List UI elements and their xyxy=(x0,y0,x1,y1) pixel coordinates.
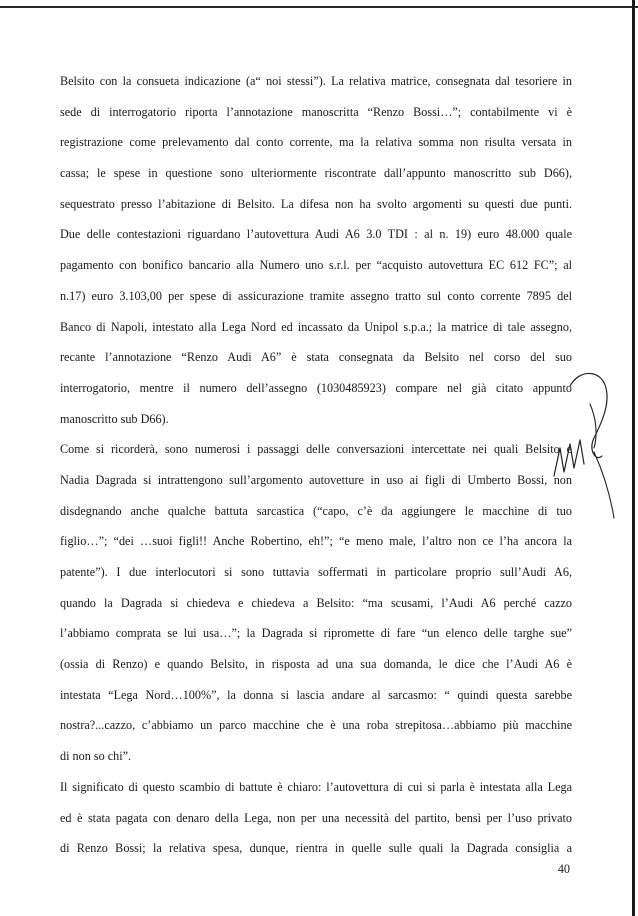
text-line: ed è stata pagata con denaro della Lega, non per una necessità del partito, bensì per l’uso privato xyxy=(60,810,572,825)
text-line: disdegnando anche qualche battuta sarcastica (“capo, c’è da aggiungere le macchine di tuo xyxy=(60,503,572,518)
text-line: quando la Dagrada si chiedeva e chiedeva a Belsito: “ma scusami, l’Audi A6 perché cazzo xyxy=(60,595,572,610)
text-line: sequestrato presso l’abitazione di Belsito. La difesa non ha svolto argomenti su questi due punti. xyxy=(60,196,572,211)
text-line: manoscritto sub D66). xyxy=(60,411,169,426)
text-line: figlio…”; “dei …suoi figli!! Anche Robertino, eh!”; “e meno male, l’altro non ce l’ha ancora la xyxy=(60,534,572,549)
text-line: di non so chi”. xyxy=(60,749,132,764)
top-rule xyxy=(0,6,638,8)
text-line: n.17) euro 3.103,00 per spese di assicurazione tramite assegno tratto sul conto corrente 7895 del xyxy=(60,288,572,303)
handwritten-signature xyxy=(550,364,620,524)
text-line: patente”). I due interlocutori si sono tuttavia soffermati in particolare proprio sull’Audi A6, xyxy=(60,565,572,579)
text-line: interrogatorio, mentre il numero dell’assegno (1030485923) compare nel già citato appunto xyxy=(60,380,572,395)
text-line: registrazione come prelevamento dal conto corrente, ma la relativa somma non risulta versata in xyxy=(60,135,572,150)
right-edge-rule xyxy=(632,0,635,916)
text-line: Belsito con la consueta indicazione (a“ noi stessi”). La relativa matrice, consegnata dal tesoriere in xyxy=(60,74,572,88)
text-line: nostra?...cazzo, c’abbiamo un parco macchine che è una roba strepitosa…abbiamo più macchine xyxy=(60,718,572,733)
text-line: sede di interrogatorio riporta l’annotazione manoscritta “Renzo Bossi…”; contabilmente vi è xyxy=(60,104,572,119)
text-line: recante l’annotazione “Renzo Audi A6” è stata consegnata da Belsito nel corso del suo xyxy=(60,350,572,365)
page-number: 40 xyxy=(557,862,570,876)
text-line: di Renzo Bossi; la relativa spesa, dunque, rientra in quelle sulle quali la Dagrada consiglia a xyxy=(60,841,572,856)
text-line: Due delle contestazioni riguardano l’autovettura Audi A6 3.0 TDI : al n. 19) euro 48.000 quale xyxy=(60,227,572,242)
text-line: (ossia di Renzo) e quando Belsito, in risposta ad una sua domanda, le dice che l’Audi A6 è xyxy=(60,657,572,672)
text-line: intestata “Lega Nord…100%”, la donna si lascia andare al sarcasmo: “ quindi questa sarebbe xyxy=(60,687,572,702)
page-body xyxy=(60,66,572,864)
text-line: Come si ricorderà, sono numerosi i passaggi delle conversazioni intercettate nei quali Belsito e xyxy=(60,442,572,457)
text-line: l’abbiamo comprata se lui usa…”; la Dagrada si ripromette di fare “un elenco delle targhe sue” xyxy=(60,626,572,641)
text-line: Nadia Dagrada si intrattengono sull’argomento autovetture in uso ai figli di Umberto Bossi, non xyxy=(60,472,572,487)
text-line: Il significato di questo scambio di battute è chiaro: l’autovettura di cui si parla è intestata alla Lega xyxy=(60,779,572,794)
text-line: pagamento con bonifico bancario alla Numero uno s.r.l. per “acquisto autovettura EC 612 FC”; al xyxy=(60,258,572,273)
text-line: Banco di Napoli, intestato alla Lega Nord ed incassato da Unipol s.p.a.; la matrice di tale assegno, xyxy=(60,319,572,334)
text-line: cassa; le spese in questione sono ulteriormente riscontrate dall’appunto manoscritto sub D66), xyxy=(60,166,572,181)
